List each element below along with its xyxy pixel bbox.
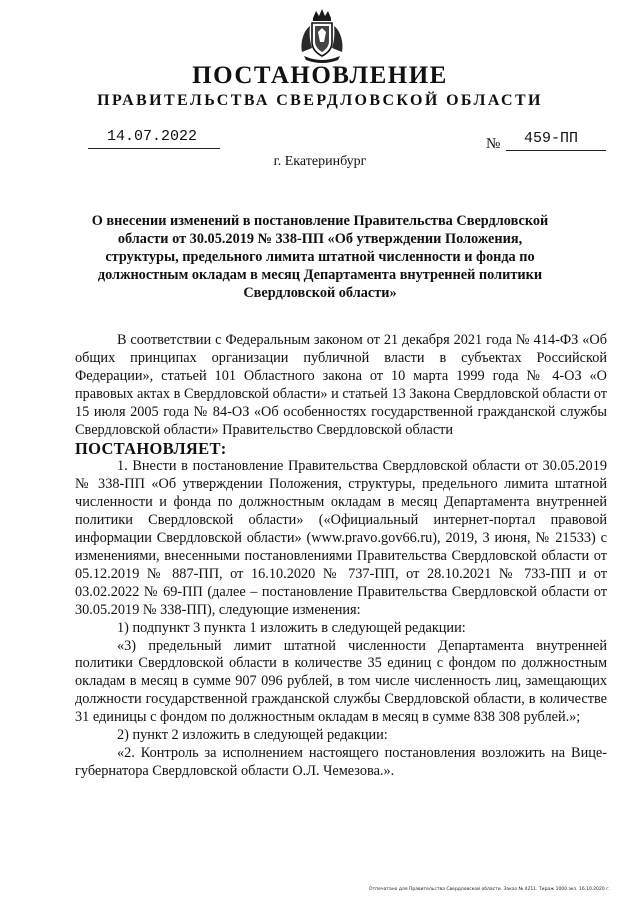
number-sign: №	[486, 136, 501, 152]
document-number: 459-ПП	[524, 130, 579, 147]
document-city: г. Екатеринбург	[273, 154, 367, 169]
item-1-paragraph: 1. Внести в постановление Правительства Свердловской области от 30.05.2019 № 338-ПП «Об утверждении Положения, структуры, предельного лимита штатной численности и фонда по должностным окладам в месяц Департамента внутренней политики Свердловской области» («Официальный интернет-портал правовой информации Свердловской области» (www.pravo.gov66.ru), 2019, 3 июня, № 21533) с изменениями, внесенными постановлениями Правительства Свердловской области от 05.12.2019 № 887-ПП, от 16.10.2020 № 737-ПП, от 28.10.2021 № 733-ПП и от 03.02.2022 № 69-ПП (далее – постановление Правительства Свердловской области от 30.05.2019 № 338-ПП), следующие изменения:	[75, 458, 607, 618]
subitem-2-text: «2. Контроль за исполнением настоящего постановления возложить на Вице-губернатора Свердловской области О.Л. Чемезова.».	[75, 744, 607, 779]
subitem-2-paragraph: 2) пункт 2 изложить в следующей редакции:	[117, 727, 388, 744]
date-underline	[88, 148, 220, 149]
document-heading: О внесении изменений в постановление Правительства Свердловской области от 30.05.2019 № 338-ПП «Об утверждении Положения, структуры, предельного лимита штатной численности и фонда по должностным окладам в месяц Департамента внутренней политики Свердловской области»	[91, 213, 549, 301]
resolves-heading: ПОСТАНОВЛЯЕТ:	[75, 439, 227, 459]
print-footer: Отпечатано для Правительства Свердловской области. Заказ № 4211. Тираж 1000 экз. 16.10.2020 г.	[369, 887, 610, 892]
document-title: ПОСТАНОВЛЕНИЕ	[192, 62, 448, 89]
subitem-1-paragraph: 1) подпункт 3 пункта 1 изложить в следующей редакции:	[117, 619, 466, 636]
subitem-1-text: «3) предельный лимит штатной численности Департамента внутренней политики Свердловской области в количестве 35 единиц с фондом по должностным окладам в месяц в сумме 907 096 рублей, в том числе численность лиц, замещающих должности государственной гражданской службы Свердловской области, в количестве 31 единицы с фондом по должностным окладам в месяц в сумме 838 308 рублей.»;	[75, 637, 607, 726]
number-underline	[506, 150, 606, 151]
document-body	[75, 332, 607, 781]
document-date: 14.07.2022	[107, 128, 198, 145]
coat-of-arms-emblem	[298, 8, 346, 64]
preamble-paragraph: В соответствии с Федеральным законом от 21 декабря 2021 года № 414-ФЗ «Об общих принципах организации публичной власти в субъектах Российской Федерации», статьей 101 Областного закона от 10 марта 1999 года № 4-ОЗ «О правовых актах в Свердловской области» и статьей 13 Закона Свердловской области от 15 июля 2005 года № 84-ОЗ «Об особенностях государственной гражданской службы Свердловской области» Правительство Свердловской области	[75, 332, 607, 438]
document-subtitle: ПРАВИТЕЛЬСТВА СВЕРДЛОВСКОЙ ОБЛАСТИ	[97, 92, 543, 109]
